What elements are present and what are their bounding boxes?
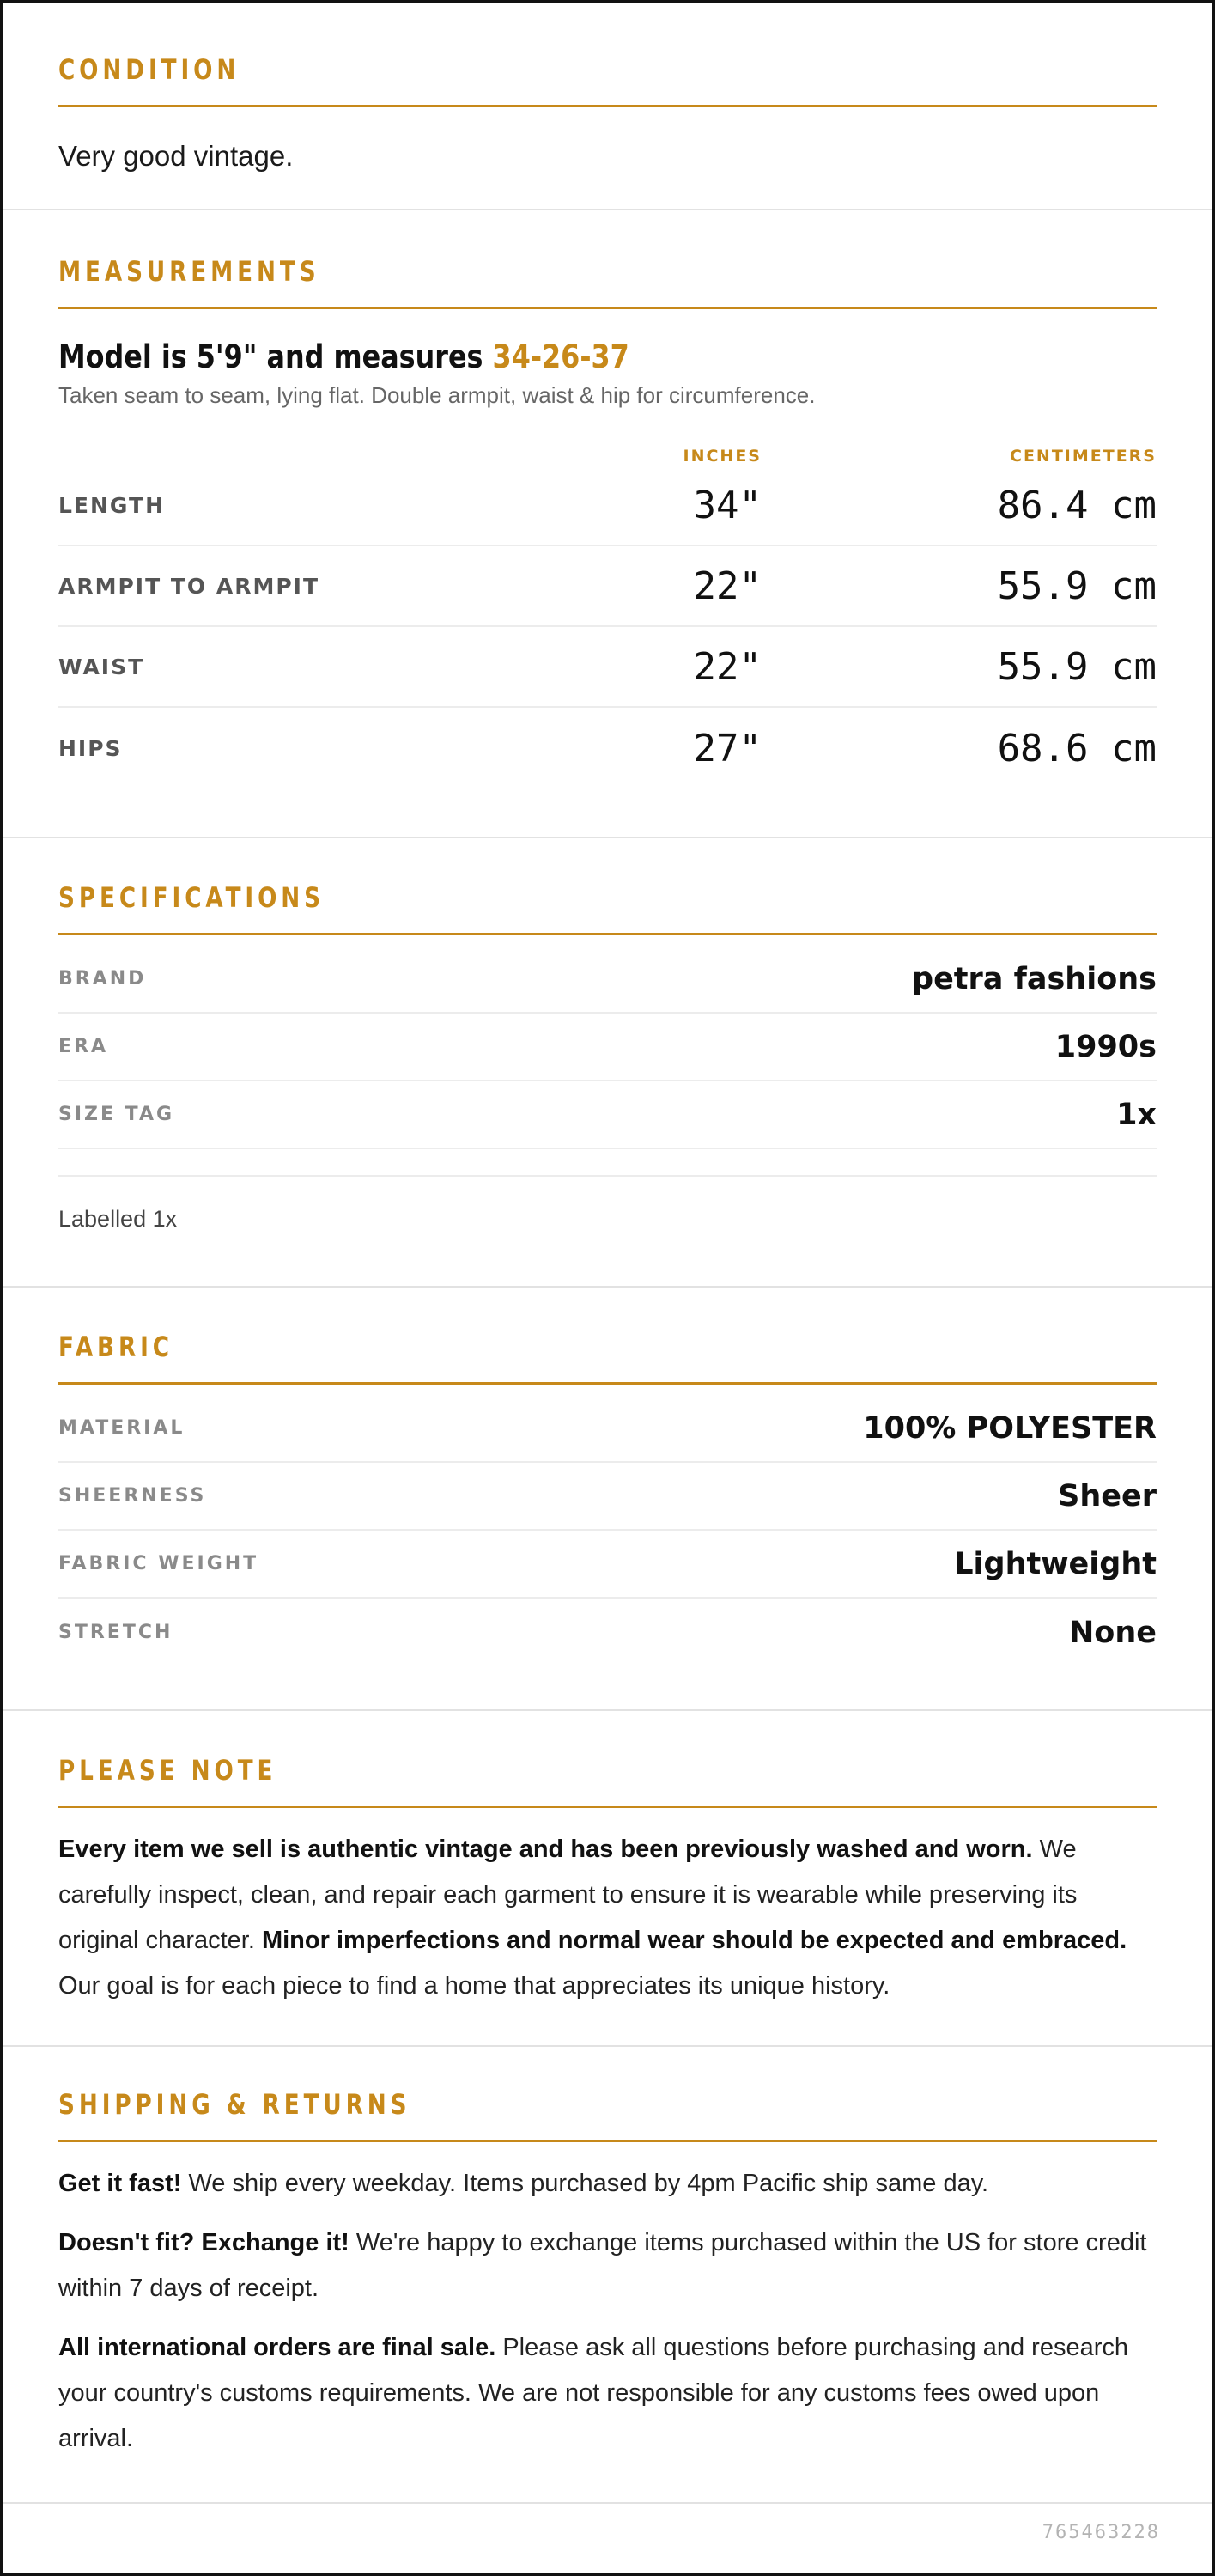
fabric-value: Sheer — [1058, 1478, 1157, 1513]
spec-row — [58, 1081, 1157, 1149]
please-note-section — [3, 1711, 1212, 2047]
please-note-text-2: Our goal is for each piece to find a home that appreciates its unique history. — [58, 1972, 890, 2000]
spec-row — [58, 946, 1157, 1014]
shipping-paragraph-1 — [58, 2161, 1157, 2207]
shipping-bold-1: Get it fast! — [58, 2170, 182, 2197]
measurement-row — [58, 546, 1157, 627]
measurement-label: LENGTH — [58, 492, 165, 518]
please-note-text — [58, 1827, 1157, 2009]
please-note-bold-2: Minor imperfections and normal wear should be expected and embraced. — [261, 1927, 1127, 1954]
model-measures-accent: 34-26-37 — [492, 338, 629, 375]
spec-value: 1990s — [1054, 1029, 1157, 1064]
measurement-cm: 55.9 cm — [997, 563, 1157, 608]
model-measures — [58, 338, 1003, 375]
fabric-key: SHEERNESS — [58, 1485, 207, 1507]
please-note-bold-1: Every item we sell is authentic vintage and has been previously washed and worn. — [58, 1836, 1033, 1863]
measurements-column-headers — [58, 447, 1157, 466]
fabric-value: Lightweight — [954, 1546, 1157, 1581]
specifications-section — [3, 838, 1212, 1288]
measurements-heading: MEASUREMENTS — [58, 255, 1157, 309]
measurement-inches: 22" — [693, 644, 762, 689]
centimeters-header: CENTIMETERS — [1010, 447, 1157, 466]
shipping-text-2: We're happy to exchange items purchased within the US for store credit within 7 days of receipt. — [58, 2229, 1147, 2302]
spec-key: BRAND — [58, 968, 147, 990]
please-note-heading: PLEASE NOTE — [58, 1754, 1157, 1808]
measurement-inches: 34" — [693, 483, 762, 527]
spec-value: petra fashions — [912, 961, 1157, 996]
shipping-paragraph-2 — [58, 2220, 1157, 2311]
fabric-row — [58, 1395, 1157, 1463]
fabric-key: FABRIC WEIGHT — [58, 1553, 259, 1574]
shipping-bold-2: Doesn't fit? Exchange it! — [58, 2229, 349, 2256]
measurement-cm: 68.6 cm — [997, 726, 1157, 770]
spec-row — [58, 1014, 1157, 1081]
measurement-row — [58, 708, 1157, 789]
condition-text: Very good vintage. — [58, 140, 294, 172]
shipping-paragraph-3 — [58, 2325, 1157, 2462]
size-tag-note: Labelled 1x — [58, 1206, 178, 1232]
shipping-text-1: We ship every weekday. Items purchased by 4pm Pacific ship same day. — [181, 2170, 989, 2197]
fabric-key: STRETCH — [58, 1622, 173, 1643]
fabric-value: None — [1069, 1615, 1157, 1650]
fabric-row — [58, 1531, 1157, 1599]
measurements-section — [3, 210, 1212, 838]
measurement-label: ARMPIT TO ARMPIT — [58, 573, 320, 599]
fabric-key: MATERIAL — [58, 1417, 185, 1439]
shipping-bold-3: All international orders are final sale. — [58, 2334, 496, 2361]
condition-heading: CONDITION — [58, 53, 1157, 107]
measurements-subtitle: Taken seam to seam, lying flat. Double armpit, waist & hip for circumference. — [58, 382, 816, 408]
fabric-row — [58, 1463, 1157, 1531]
fabric-value: 100% POLYESTER — [863, 1410, 1157, 1446]
measurement-inches: 27" — [693, 726, 762, 770]
item-id: 765463228 — [1042, 2522, 1160, 2543]
fabric-list — [58, 1395, 1157, 1666]
shipping-heading: SHIPPING & RETURNS — [58, 2088, 1157, 2142]
spec-value: 1x — [1116, 1097, 1157, 1132]
measurement-label: HIPS — [58, 735, 123, 761]
inches-header: INCHES — [683, 447, 762, 466]
measurement-inches: 22" — [693, 563, 762, 608]
fabric-heading: FABRIC — [58, 1331, 1157, 1385]
condition-section — [3, 3, 1212, 210]
spec-key: ERA — [58, 1036, 108, 1057]
shipping-text-3: Please ask all questions before purchasing and research your country's customs requirements. We are not responsible for any customs fees owed upon arrival. — [58, 2334, 1129, 2452]
measurement-row — [58, 627, 1157, 708]
specifications-list — [58, 946, 1157, 1149]
spec-divider — [58, 1175, 1157, 1177]
fabric-row — [58, 1599, 1157, 1666]
measurement-cm: 55.9 cm — [997, 644, 1157, 689]
please-note-text-1: We carefully inspect, clean, and repair each garment to ensure it is wearable while preserving its original character. — [58, 1836, 1078, 1954]
fabric-section — [3, 1288, 1212, 1711]
shipping-section — [3, 2047, 1212, 2504]
measurement-cm: 86.4 cm — [997, 483, 1157, 527]
measurements-table — [58, 466, 1157, 789]
specifications-heading: SPECIFICATIONS — [58, 881, 1157, 935]
spec-key: SIZE TAG — [58, 1104, 175, 1125]
measurement-label: WAIST — [58, 654, 145, 679]
model-measures-prefix: Model is 5'9" and measures — [58, 338, 493, 375]
measurement-row — [58, 466, 1157, 546]
